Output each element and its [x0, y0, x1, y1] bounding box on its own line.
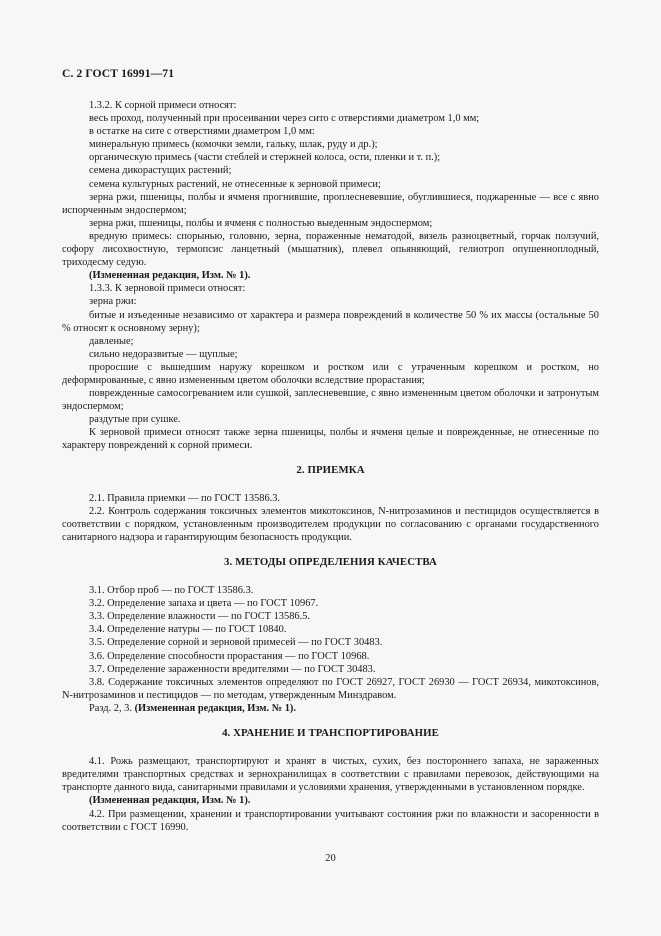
clause-3-1: 3.1. Отбор проб — по ГОСТ 13586.3. [89, 585, 254, 597]
amendment-note-sections [62, 702, 599, 715]
section-heading-storage: 4. ХРАНЕНИЕ И ТРАНСПОРТИРОВАНИЕ [222, 727, 439, 740]
section-heading-acceptance: 2. ПРИЕМКА [296, 463, 365, 476]
clause-1-3-2: 1.3.2. К сорной примеси относят: [89, 100, 237, 111]
list-item: давленые; [89, 335, 134, 347]
clause-3-5: 3.5. Определение сорной и зерновой примесей — по ГОСТ 30483. [89, 637, 383, 649]
clause-3-8: 3.8. Содержание токсичных элементов определяют по ГОСТ 26927, ГОСТ 26930 — ГОСТ 26934, микотоксинов, N-нитрозаминов и пестицидов — по методам, утвержденным Минздравом. [62, 676, 599, 701]
list-item: семена дикорастущих растений; [89, 165, 232, 177]
list-item: зерна ржи, пшеницы, полбы и ячменя с полностью выеденным эндоспермом; [89, 217, 433, 229]
clause-1-3-3: 1.3.3. К зерновой примеси относят: [89, 283, 246, 295]
list-item: раздутые при сушке. [89, 414, 181, 426]
clause-3-2: 3.2. Определение запаха и цвета — по ГОСТ 10967. [89, 598, 319, 610]
list-item: битые и изъеденные независимо от характера и размера повреждений в количестве 50 % их массы (остальные 50 % относят к основному зерну); [62, 309, 599, 334]
clause-4-2: 4.2. При размещении, хранении и транспортировании учитывают состояния ржи по влажности и засоренности в соответствии с ГОСТ 16990. [62, 808, 599, 833]
amendment-note: (Измененная редакция, Изм. № 1). [89, 270, 251, 282]
amendment-label: (Измененная редакция, Изм. № 1). [134, 702, 296, 714]
clause-3-6: 3.6. Определение способности прорастания — по ГОСТ 10968. [89, 650, 370, 662]
list-item: вредную примесь: спорынью, головню, зерна, пораженные нематодой, вязель разноцветный, горчак ползучий, софору лисохвостную, термопсис ланцетный (мышатник), плевел опьяняющий, гелиотроп опушенноплодный, триходесму седую. [62, 230, 599, 269]
list-item: в остатке на сите с отверстиями диаметром 1,0 мм: [89, 126, 315, 138]
amendment-prefix: Разд. 2, 3. [89, 702, 135, 714]
document-body [62, 99, 599, 834]
list-item: зерна ржи: [89, 296, 137, 308]
clause-2-1: 2.1. Правила приемки — по ГОСТ 13586.3. [89, 492, 281, 504]
page-number: 20 [325, 853, 336, 864]
clause-3-3: 3.3. Определение влажности — по ГОСТ 13586.5. [89, 611, 310, 623]
clause-3-4: 3.4. Определение натуры — по ГОСТ 10840. [89, 624, 287, 636]
running-header: С. 2 ГОСТ 16991—71 [62, 67, 175, 80]
section-heading-methods: 3. МЕТОДЫ ОПРЕДЕЛЕНИЯ КАЧЕСТВА [224, 556, 437, 568]
clause-2-2: 2.2. Контроль содержания токсичных элементов микотоксинов, N-нитрозаминов и пестицидов осуществляется в соответствии с порядком, установленным производителем продукции по согласованию с органами государственного санитарного надзора и гарантирующим безопасность продукции. [62, 505, 599, 543]
clause-4-1: 4.1. Рожь размещают, транспортируют и хранят в чистых, сухих, без постороннего запаха, не зараженных вредителями транспортных средствах и зернохранилищах в соответствии с правилами перевозок, действующими на транспорте данного вида, санитарными правилами и условиями хранения, утвержденными в установленном порядке. [62, 756, 599, 794]
list-item: минеральную примесь (комочки земли, гальку, шлак, руду и др.); [89, 139, 378, 151]
list-item: проросшие с вышедшим наружу корешком и ростком или с утраченным корешком и ростком, но деформированные, с явно измененным цветом оболочки вследствие прорастания; [62, 361, 599, 386]
amendment-note: (Измененная редакция, Изм. № 1). [89, 795, 251, 807]
list-item: поврежденные самосогреванием или сушкой, заплесневевшие, с явно измененным цветом оболочки и затронутым эндоспермом; [62, 388, 599, 413]
list-item: сильно недоразвитые — щуплые; [89, 348, 238, 360]
list-item: семена культурных растений, не отнесенные к зерновой примеси; [89, 178, 381, 190]
list-item: органическую примесь (части стеблей и стержней колоса, ости, пленки и т. п.); [89, 152, 441, 164]
clause-3-7: 3.7. Определение зараженности вредителями — по ГОСТ 30483. [89, 663, 376, 675]
paragraph: К зерновой примеси относят также зерна пшеницы, полбы и ячменя целые и поврежденные, не отнесенные по характеру повреждений к сорной примеси. [62, 427, 599, 452]
list-item: весь проход, полученный при просеивании через сито с отверстиями диаметром 1,0 мм; [89, 113, 480, 125]
list-item: зерна ржи, пшеницы, полбы и ячменя прогнившие, проплесневевшие, обуглившиеся, поджаренные — все с явно испорченным эндоспермом; [62, 191, 599, 216]
